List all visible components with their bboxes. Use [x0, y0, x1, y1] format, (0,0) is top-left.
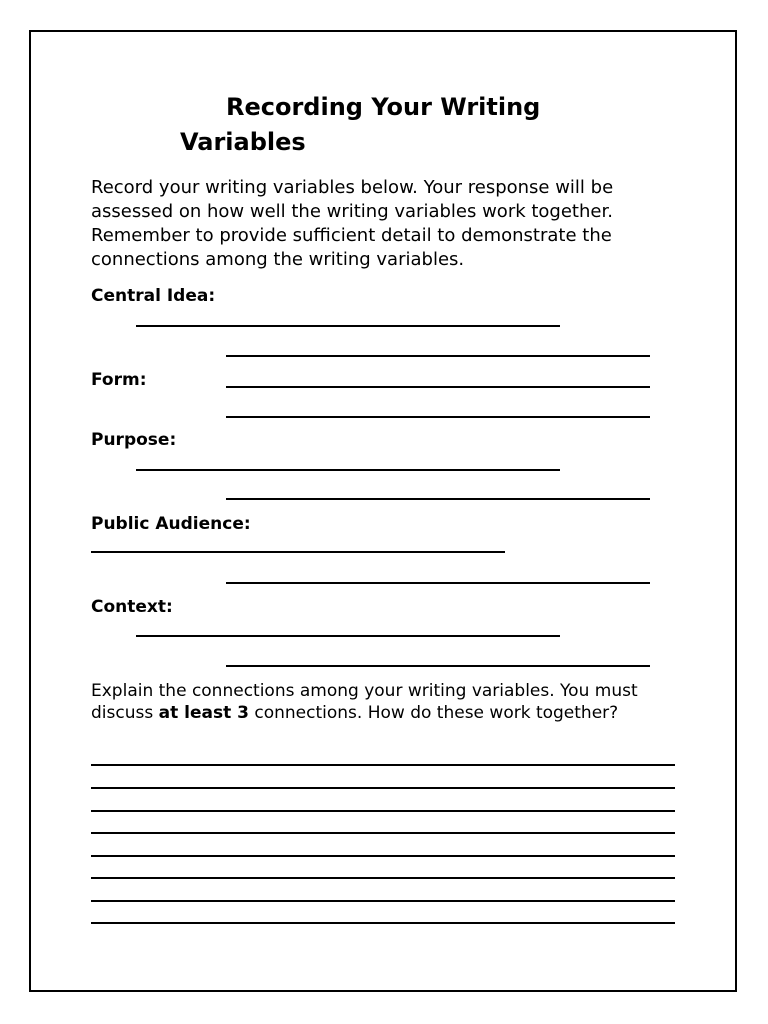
central-idea-line-2[interactable]	[226, 355, 650, 357]
public-audience-line-1[interactable]	[91, 551, 505, 553]
form-line-2[interactable]	[226, 416, 650, 418]
central-idea-label: Central Idea:	[91, 286, 216, 306]
answer-line-5[interactable]	[91, 855, 675, 857]
intro-text: Record your writing variables below. Your response will be assessed on how well the writing variables work together. Remember to provide sufficient detail to demonstrate the connections among the writing variables.	[91, 177, 614, 270]
form-line-1[interactable]	[226, 386, 650, 388]
purpose-line-2[interactable]	[226, 498, 650, 500]
public-audience-line-2[interactable]	[226, 582, 650, 584]
central-idea-line-1[interactable]	[136, 325, 560, 327]
purpose-line-1[interactable]	[136, 469, 560, 471]
answer-line-4[interactable]	[91, 832, 675, 834]
answer-line-1[interactable]	[91, 764, 675, 766]
public-audience-label: Public Audience:	[91, 514, 251, 534]
page-border	[29, 30, 737, 992]
answer-line-8[interactable]	[91, 922, 675, 924]
form-label: Form:	[91, 370, 147, 390]
answer-line-2[interactable]	[91, 787, 675, 789]
answer-line-6[interactable]	[91, 877, 675, 879]
page-title-line-2: Variables	[180, 128, 306, 156]
context-label: Context:	[91, 597, 173, 617]
explain-text-part-2: connections. How do these work together?	[248, 703, 619, 723]
context-line-2[interactable]	[226, 665, 650, 667]
explain-connections-text	[91, 680, 691, 724]
explain-text-part-1: Explain the connections among your writing variables. You must discuss	[91, 681, 638, 723]
context-line-1[interactable]	[136, 635, 560, 637]
answer-line-7[interactable]	[91, 900, 675, 902]
answer-line-3[interactable]	[91, 810, 675, 812]
page-title-line-1: Recording Your Writing	[226, 93, 541, 121]
explain-text-emphasis: at least 3	[158, 703, 249, 723]
purpose-label: Purpose:	[91, 430, 177, 450]
